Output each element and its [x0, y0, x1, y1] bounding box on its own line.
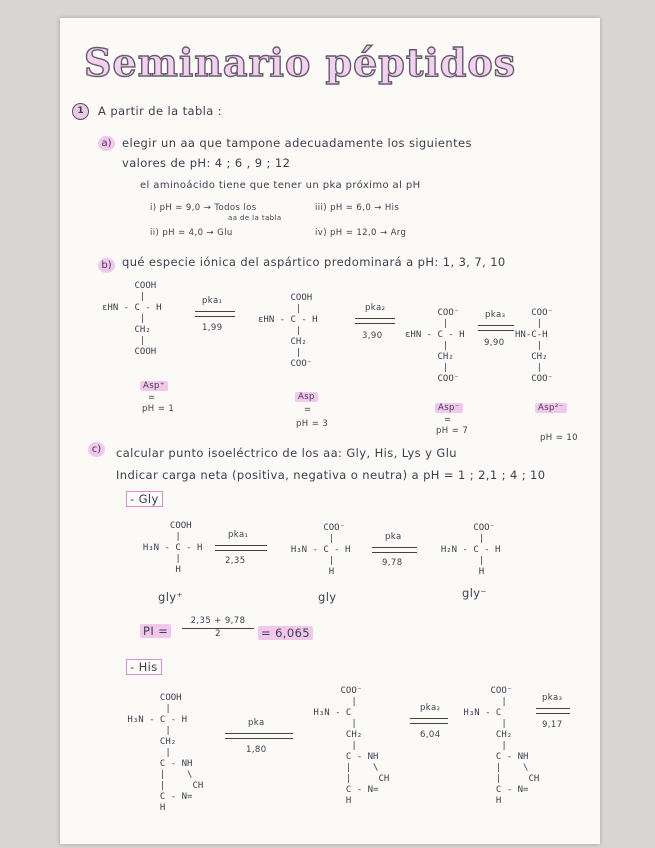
- part-a-i-sub: aa de la tabla: [228, 214, 282, 222]
- asp-pka2-label: pka₂: [365, 303, 386, 313]
- his-pka3-value: 9,17: [542, 720, 563, 730]
- part-a-iii: iii) pH = 6,0 → His: [315, 203, 400, 213]
- asp-species-3: Asp⁻: [435, 403, 463, 413]
- equilibrium-arrow: [410, 717, 448, 725]
- equilibrium-arrow: [478, 324, 514, 332]
- page-title: Seminario péptidos: [84, 40, 517, 85]
- part-a-label: a): [98, 136, 115, 151]
- asp-structure-1: COOH | ɛHN - C - H | CH₂ | COOH: [102, 281, 162, 357]
- pi-result: = 6,065: [258, 626, 313, 640]
- gly-species-1: gly⁺: [158, 590, 183, 604]
- part-c-label: c): [88, 442, 105, 457]
- asp-species-1-ph: pH = 1: [142, 404, 175, 414]
- part-b-label: b): [98, 258, 115, 273]
- asp-species-3-eq: =: [444, 415, 452, 425]
- pi-numerator: 2,35 + 9,78: [190, 616, 246, 626]
- gly-species-3: gly⁻: [462, 586, 487, 600]
- pi-denominator: 2: [215, 629, 221, 639]
- his-pka2-label: pka₂: [420, 703, 441, 713]
- part-a-ii: ii) pH = 4,0 → Glu: [150, 228, 233, 238]
- equilibrium-arrow: [225, 732, 293, 740]
- gly-heading: - Gly: [126, 491, 163, 507]
- part-c-line1: calcular punto isoeléctrico de los aa: Gly, His, Lys y Glu: [116, 446, 457, 460]
- equilibrium-arrow: [536, 707, 570, 715]
- gly-pka1-label: pka₁: [228, 530, 249, 540]
- part-a-note: el aminoácido tiene que tener un pka próximo al pH: [140, 180, 421, 191]
- gly-species-2: gly: [318, 590, 337, 604]
- his-structure-2: COO⁻ | H₃N - C | CH₂ | C - NH | \ | CH C - N= H: [313, 686, 390, 806]
- pi-label: PI =: [140, 624, 171, 638]
- asp-structure-3: COO⁻ | ɛHN - C - H | CH₂ | COO⁻: [405, 308, 465, 384]
- gly-pka2-value: 9,78: [382, 558, 403, 568]
- paper-sheet: [60, 18, 600, 844]
- gly-structure-1: COOH | H₃N - C - H | H: [142, 521, 203, 575]
- asp-species-4: Asp²⁻: [535, 403, 567, 413]
- his-pka2-value: 6,04: [420, 730, 441, 740]
- his-pka1-value: 1,80: [246, 745, 267, 755]
- asp-pka1-label: pka₁: [202, 296, 223, 306]
- his-heading: - His: [126, 659, 162, 675]
- equilibrium-arrow: [195, 310, 235, 318]
- part-a-line1: elegir un aa que tampone adecuadamente los siguientes: [122, 136, 472, 150]
- gly-structure-3: COO⁻ | H₂N - C - H | H: [440, 523, 501, 577]
- part-a-line2: valores de pH: 4 ; 6 , 9 ; 12: [122, 156, 291, 170]
- asp-pka3-label: pka₃: [485, 310, 506, 320]
- asp-species-1: Asp⁺: [140, 381, 168, 391]
- equilibrium-arrow: [372, 546, 417, 554]
- asp-species-3-ph: pH = 7: [436, 426, 469, 436]
- part-a-iv: iv) pH = 12,0 → Arg: [315, 228, 407, 238]
- his-pka3-label: pka₃: [542, 693, 563, 703]
- asp-species-4-ph: pH = 10: [540, 433, 578, 443]
- his-pka1-label: pka: [248, 718, 265, 728]
- equilibrium-arrow: [215, 544, 267, 552]
- part-b-line1: qué especie iónica del aspártico predominará a pH: 1, 3, 7, 10: [122, 255, 506, 269]
- gly-pka2-label: pka: [385, 532, 402, 542]
- asp-species-2: Asp: [295, 392, 318, 402]
- asp-species-2-ph: pH = 3: [296, 419, 329, 429]
- part-c-line2: Indicar carga neta (positiva, negativa o neutra) a pH = 1 ; 2,1 ; 4 ; 10: [116, 468, 546, 482]
- gly-structure-2: COO⁻ | H₃N - C - H | H: [290, 523, 351, 577]
- question-intro: A partir de la tabla :: [98, 104, 223, 118]
- asp-species-2-eq: =: [304, 405, 312, 415]
- asp-structure-4: COO⁻ | HN-C-H | CH₂ | COO⁻: [515, 308, 553, 384]
- asp-pka1-value: 1,99: [202, 323, 223, 333]
- his-structure-1: COOH | H₃N - C - H | CH₂ | C - NH | \ | CH C - N= H: [127, 693, 204, 813]
- asp-structure-2: COOH | ɛHN - C - H | CH₂ | COO⁻: [258, 293, 318, 369]
- his-structure-3: COO⁻ | H₃N - C | CH₂ | C - NH | \ | CH C - N= H: [463, 686, 540, 806]
- asp-pka2-value: 3,90: [362, 331, 383, 341]
- equilibrium-arrow: [355, 317, 395, 325]
- gly-pka1-value: 2,35: [225, 556, 246, 566]
- asp-pka3-value: 9,90: [484, 338, 505, 348]
- asp-species-1-eq: =: [148, 393, 156, 403]
- question-number: 1: [72, 103, 89, 120]
- part-a-i: i) pH = 9,0 → Todos los: [150, 203, 257, 213]
